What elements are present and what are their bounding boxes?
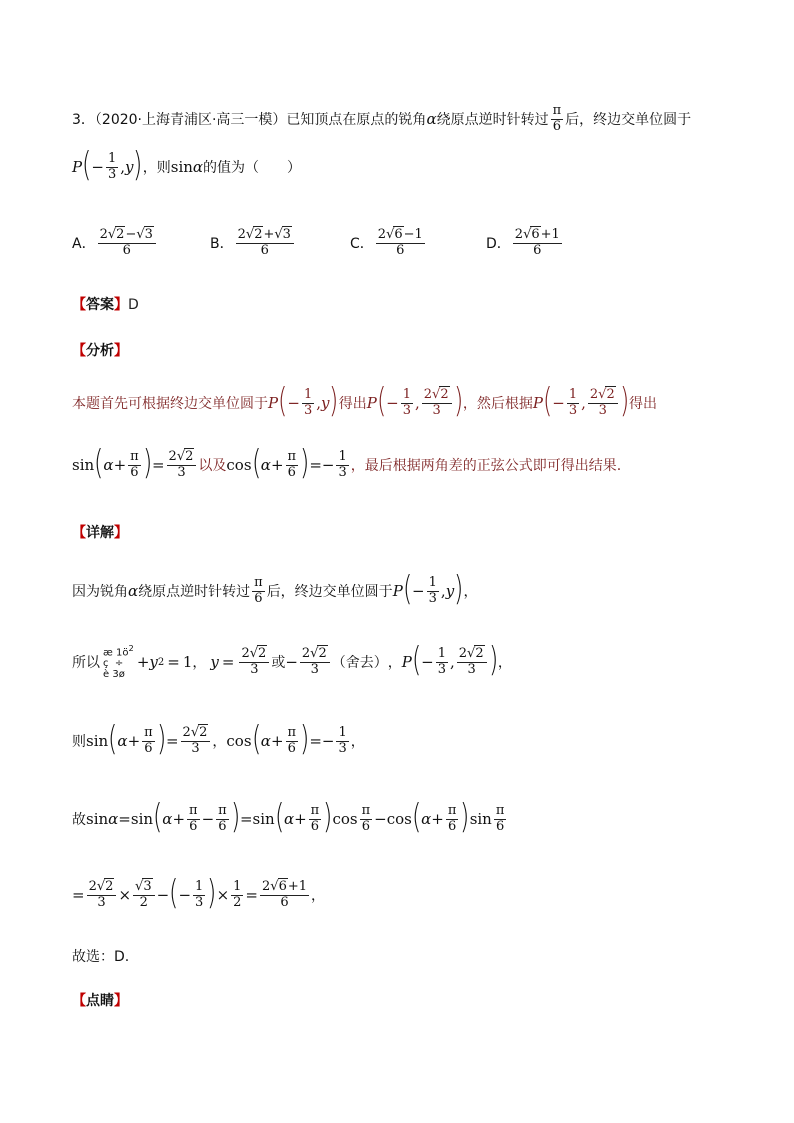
point-p: P — [72, 158, 83, 176]
pi-over-six: $\frac{\pi}{6}$ — [552, 103, 562, 134]
question-line-2: P ( − $\frac{1}{3}$ , y ) ，则 sin α 的值为（ ） — [72, 145, 302, 185]
option-b[interactable]: B． $\frac{2√2+√3}{6}$ — [210, 228, 296, 259]
answer-section: 【答案】D — [72, 297, 139, 313]
options-row — [72, 228, 732, 268]
garbled-fraction: æ $1ö^2$ ç ÷ è 3ø — [103, 643, 134, 681]
question-after: 后，终边交单位圆于 — [565, 112, 692, 129]
detail-line-5: = $\frac{2√2}{3}$ × $\frac{√3}{2}$ − ( − $\frac{1}{3}$ ) × $\frac{1}{2}$ = $\frac{2√6+1}{6}$ ， — [72, 873, 326, 913]
detail-line-4: 故 sin α = sin ( α + $\frac{\pi}{6}$ − $\frac{\pi}{6}$ ) = sin ( α + $\frac{\pi}{6}$ ) cos $\frac{\pi}{6}$ − cos ( α + $\frac{\pi}{6}$ ) sin $\frac{\pi}{6}$ — [72, 797, 505, 837]
detail-line-3: 则 sin ( α + $\frac{\pi}{6}$ ) = $\frac{2√2}{3}$ ， cos ( α + $\frac{\pi}{6}$ ) = − $\frac{1}{3}$ ， — [72, 719, 365, 759]
question-prefix: 3．（2020·上海青浦区·高三一模）已知顶点在原点的锐角 — [72, 112, 427, 129]
point-x-fraction: $\frac{1}{3}$ — [107, 150, 117, 182]
option-c[interactable]: C． $\frac{2√6-1}{6}$ — [350, 227, 423, 258]
detail-header: 【详解】 — [72, 525, 128, 541]
conclusion: 故选：D. — [72, 949, 130, 965]
comment-header: 【点睛】 — [72, 993, 128, 1009]
detail-line-2: 所以 æ $1ö^2$ ç ÷ è 3ø + y 2 = 1 ， y = $\frac{2√2}{3}$ 或 − $\frac{2√2}{3}$ （舍去） ， P ( − $\frac{1}{3}$ , $\frac{2√2}{3}$ ) ， — [72, 640, 512, 681]
answer-label: 答案 — [86, 297, 114, 313]
option-d[interactable]: D． $\frac{2√6+1}{6}$ — [486, 227, 560, 258]
question-line-1 — [72, 104, 691, 135]
option-a[interactable]: A． $\frac{2√2-√3}{6}$ — [72, 228, 158, 259]
detail-line-1: 因为锐角 α 绕原点逆时针转过 $\frac{\pi}{6}$ 后，终边交单位圆于 P ( − $\frac{1}{3}$ , y ) ， — [72, 569, 478, 609]
question-mid: 绕原点逆时针转过 — [436, 112, 549, 129]
analysis-line-1: 本题首先可根据终边交单位圆于 P ( − $\frac{1}{3}$ , y ) 得出 P ( − $\frac{1}{3}$ , $\frac{2√2}{3}$ ) ，然后根据 P ( − $\frac{1}{3}$ , $\frac{2√2}{3}$ ) 得出 — [72, 381, 657, 421]
analysis-header: 【分析】 — [72, 343, 128, 359]
answer-value: D — [128, 297, 139, 313]
analysis-line-2: sin ( α + $\frac{\pi}{6}$ ) = $\frac{2√2}{3}$ 以及 cos ( α + $\frac{\pi}{6}$ ) = − $\frac{1}{3}$ ，最后根据两角差的正弦公式即可得出结果. — [72, 443, 622, 483]
alpha-symbol: α — [426, 110, 437, 129]
